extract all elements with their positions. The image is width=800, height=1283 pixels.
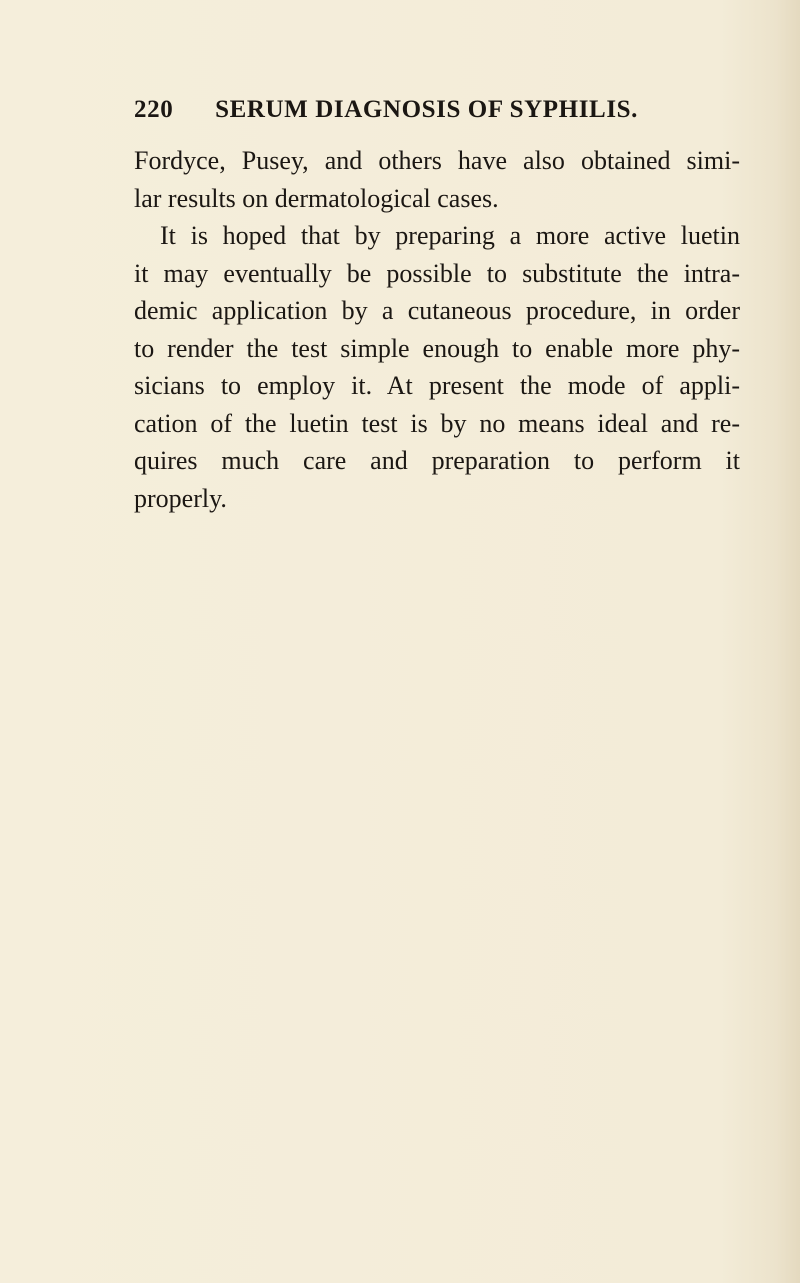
- text-line: demic application by a cutaneous procedure, in order: [134, 296, 740, 325]
- running-title: SERUM DIAGNOSIS OF SYPHILIS.: [215, 96, 638, 123]
- text-line: sicians to employ it. At present the mode of appli-: [134, 371, 740, 400]
- text-line: quires much care and preparation to perform it: [134, 446, 740, 475]
- text-line: cation of the luetin test is by no means ideal and re-: [134, 408, 740, 438]
- text-line: Fordyce, Pusey, and others have also obtained simi-: [134, 146, 740, 175]
- body-text: [134, 142, 740, 517]
- text-line: It is hoped that by preparing a more active luetin: [160, 221, 740, 250]
- running-head: [134, 93, 638, 127]
- text-line: properly.: [134, 483, 227, 513]
- text-line: it may eventually be possible to substitute the intra-: [134, 258, 740, 288]
- page-number: 220: [134, 96, 174, 123]
- text-line: lar results on dermatological cases.: [134, 183, 499, 213]
- text-line: to render the test simple enough to enable more phy-: [134, 333, 740, 363]
